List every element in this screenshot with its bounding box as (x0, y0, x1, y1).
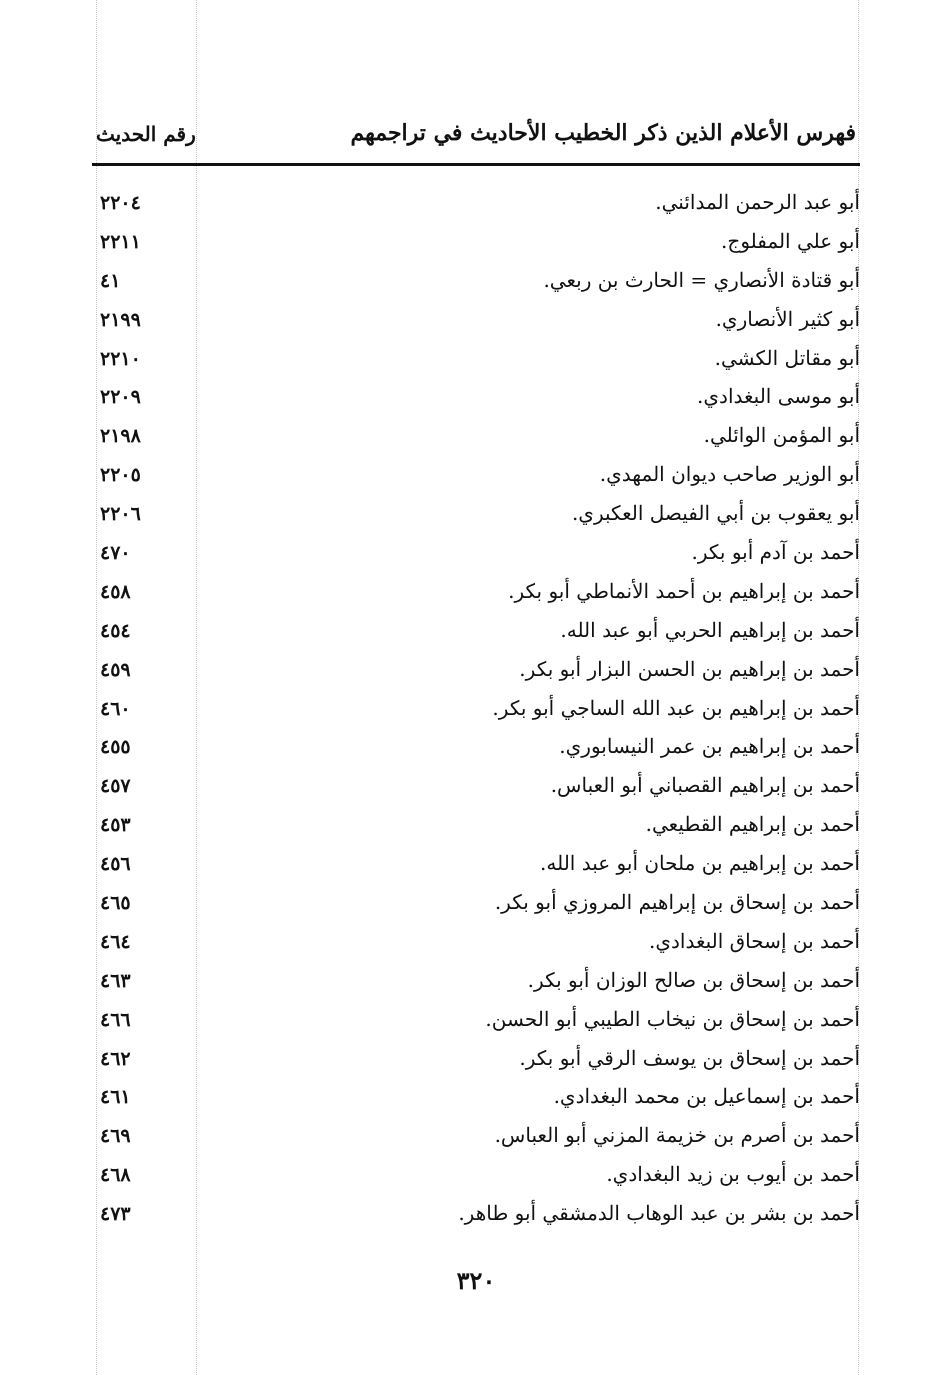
entry-hadith-number: ٤٥٨ (100, 580, 131, 603)
entry-hadith-number: ٤٥٣ (100, 814, 131, 837)
index-entry (96, 536, 860, 575)
entry-hadith-number: ٤١ (100, 269, 121, 292)
entry-name: أحمد بن إسحاق بن صالح الوزان أبو بكر. (527, 967, 860, 992)
entry-name: أبو المؤمن الوائلي. (703, 423, 860, 448)
entry-hadith-number: ٢٢١١ (100, 230, 141, 253)
entry-hadith-number: ٢٢١٠ (100, 347, 141, 370)
entry-name: أبو علي المفلوج. (721, 228, 860, 253)
entry-hadith-number: ٤٥٧ (100, 775, 131, 798)
index-entry (96, 497, 860, 536)
entry-name: أحمد بن إبراهيم بن عمر النيسابوري. (559, 734, 860, 759)
index-entry (96, 1197, 860, 1236)
entry-name: أبو قتادة الأنصاري = الحارث بن ربعي. (543, 267, 860, 292)
entry-hadith-number: ٢١٩٨ (100, 425, 141, 448)
index-entry (96, 886, 860, 925)
entry-name: أبو موسى البغدادي. (697, 384, 860, 409)
entry-name: أحمد بن إبراهيم القطيعي. (645, 812, 860, 837)
index-entry (96, 575, 860, 614)
entry-hadith-number: ٤٦٠ (100, 697, 131, 720)
index-entry (96, 225, 860, 264)
entry-name: أحمد بن أصرم بن خزيمة المزني أبو العباس. (494, 1123, 860, 1148)
index-entry (96, 419, 860, 458)
page-number: ٣٢٠ (456, 1266, 496, 1295)
index-entry (96, 186, 860, 225)
entry-hadith-number: ٤٦٤ (100, 930, 131, 953)
entry-name: أحمد بن إبراهيم القصباني أبو العباس. (550, 773, 860, 798)
index-entry (96, 730, 860, 769)
index-list (96, 186, 860, 1236)
index-entry (96, 1003, 860, 1042)
entry-hadith-number: ٤٦٦ (100, 1008, 131, 1031)
entry-name: أحمد بن إبراهيم الحربي أبو عبد الله. (560, 617, 860, 642)
entry-hadith-number: ٤٧٣ (100, 1203, 131, 1226)
index-entry (96, 458, 860, 497)
entry-name: أحمد بن إسحاق بن نيخاب الطيبي أبو الحسن. (485, 1006, 860, 1031)
index-entry (96, 303, 860, 342)
entry-name: أحمد بن إبراهيم بن عبد الله الساجي أبو بكر. (492, 695, 860, 720)
entry-name: أبو كثير الأنصاري. (715, 306, 860, 331)
index-entry (96, 1119, 860, 1158)
entry-hadith-number: ٢١٩٩ (100, 308, 141, 331)
index-entry (96, 614, 860, 653)
entry-name: أحمد بن إبراهيم بن أحمد الأنماطي أبو بكر. (508, 578, 860, 603)
index-entry (96, 769, 860, 808)
entry-name: أحمد بن إسحاق بن يوسف الرقي أبو بكر. (519, 1045, 860, 1070)
index-entry (96, 1158, 860, 1197)
entry-name: أحمد بن إسماعيل بن محمد البغدادي. (553, 1084, 860, 1109)
entry-name: أبو الوزير صاحب ديوان المهدي. (599, 462, 860, 487)
entry-hadith-number: ٤٦٣ (100, 969, 131, 992)
entry-hadith-number: ٤٧٠ (100, 542, 131, 565)
entry-hadith-number: ٤٦١ (100, 1086, 131, 1109)
entry-hadith-number: ٤٥٤ (100, 619, 131, 642)
header-divider (92, 163, 860, 166)
index-entry (96, 342, 860, 381)
entry-name: أحمد بن إسحاق بن إبراهيم المروزي أبو بكر. (494, 890, 860, 915)
entry-hadith-number: ٢٢٠٥ (100, 464, 141, 487)
entry-name: أحمد بن بشر بن عبد الوهاب الدمشقي أبو طاهر. (458, 1201, 860, 1226)
entry-name: أحمد بن أيوب بن زيد البغدادي. (606, 1162, 860, 1187)
index-entry (96, 1080, 860, 1119)
index-entry (96, 808, 860, 847)
page-title: فهرس الأعلام الذين ذكر الخطيب الأحاديث في تراجمهم (350, 120, 856, 146)
entry-hadith-number: ٤٦٩ (100, 1125, 131, 1148)
index-entry (96, 847, 860, 886)
index-entry (96, 964, 860, 1003)
column-label: رقم الحديث (96, 122, 196, 146)
entry-hadith-number: ٤٥٥ (100, 736, 131, 759)
entry-name: أبو مقاتل الكشي. (714, 345, 860, 370)
entry-name: أحمد بن إبراهيم بن ملحان أبو عبد الله. (540, 851, 860, 876)
entry-name: أحمد بن آدم أبو بكر. (691, 540, 860, 565)
entry-name: أبو عبد الرحمن المدائني. (655, 190, 860, 214)
index-entry (96, 692, 860, 731)
index-entry (96, 380, 860, 419)
entry-hadith-number: ٢٢٠٤ (100, 192, 141, 214)
entry-hadith-number: ٢٢٠٦ (100, 503, 141, 526)
index-entry (96, 264, 860, 303)
entry-hadith-number: ٤٥٦ (100, 853, 131, 876)
entry-hadith-number: ٢٢٠٩ (100, 386, 141, 409)
index-entry (96, 925, 860, 964)
index-entry (96, 653, 860, 692)
entry-name: أحمد بن إبراهيم بن الحسن البزار أبو بكر. (519, 656, 860, 681)
entry-hadith-number: ٤٦٨ (100, 1164, 131, 1187)
entry-hadith-number: ٤٥٩ (100, 658, 131, 681)
entry-hadith-number: ٤٦٥ (100, 892, 131, 915)
entry-name: أحمد بن إسحاق البغدادي. (649, 928, 860, 953)
entry-name: أبو يعقوب بن أبي الفيصل العكبري. (571, 501, 860, 526)
entry-hadith-number: ٤٦٢ (100, 1047, 131, 1070)
index-entry (96, 1042, 860, 1081)
